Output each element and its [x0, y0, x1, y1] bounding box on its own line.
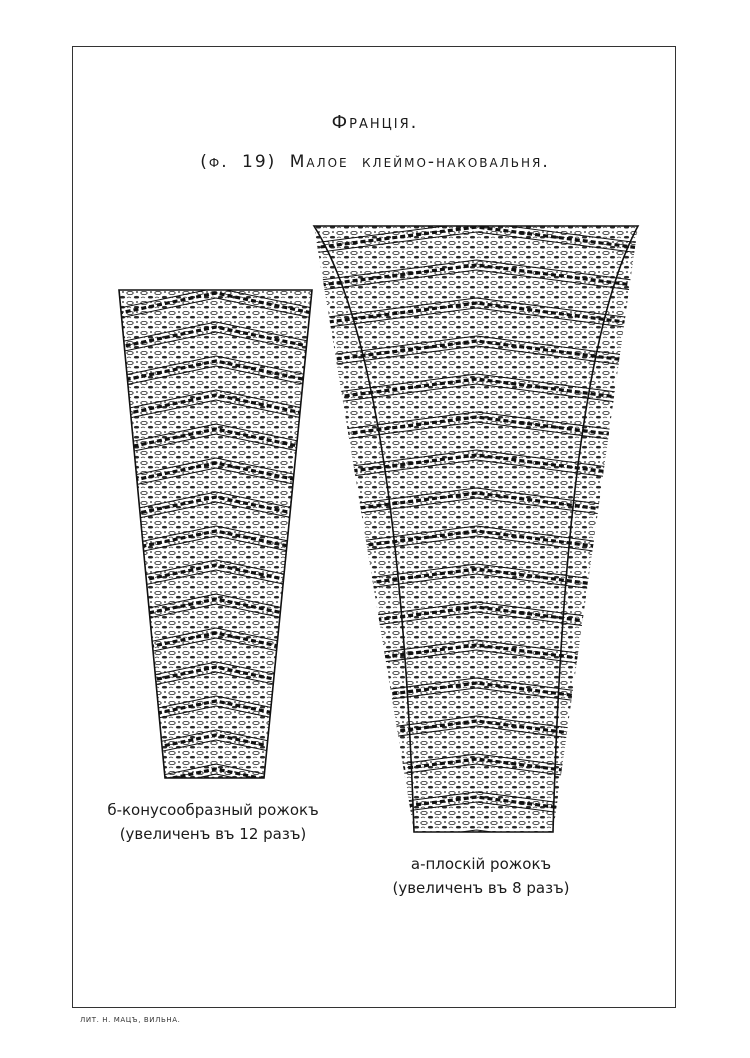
- caption-horn-a: [366, 852, 596, 900]
- plate-subtitle: (ф. 19) Малое клеймо-наковальня.: [200, 152, 550, 172]
- plate-title: Франція.: [331, 112, 419, 133]
- chevron-band: [305, 830, 648, 852]
- caption-horn-b-magnification: (увеличенъ въ 12 разъ): [119, 825, 307, 843]
- lithographer-imprint: ЛИТ. Н. МАЦЪ, ВИЛЬНА.: [80, 1016, 181, 1024]
- caption-horn-a-label: а-плоскій рожокъ: [410, 855, 552, 873]
- caption-horn-b: [98, 798, 328, 846]
- caption-horn-a-magnification: (увеличенъ въ 8 разъ): [392, 879, 570, 897]
- horn-b-conical: [100, 280, 330, 796]
- horn-a-flat: [300, 216, 650, 862]
- caption-horn-b-label: б-конусообразный рожокъ: [107, 801, 319, 819]
